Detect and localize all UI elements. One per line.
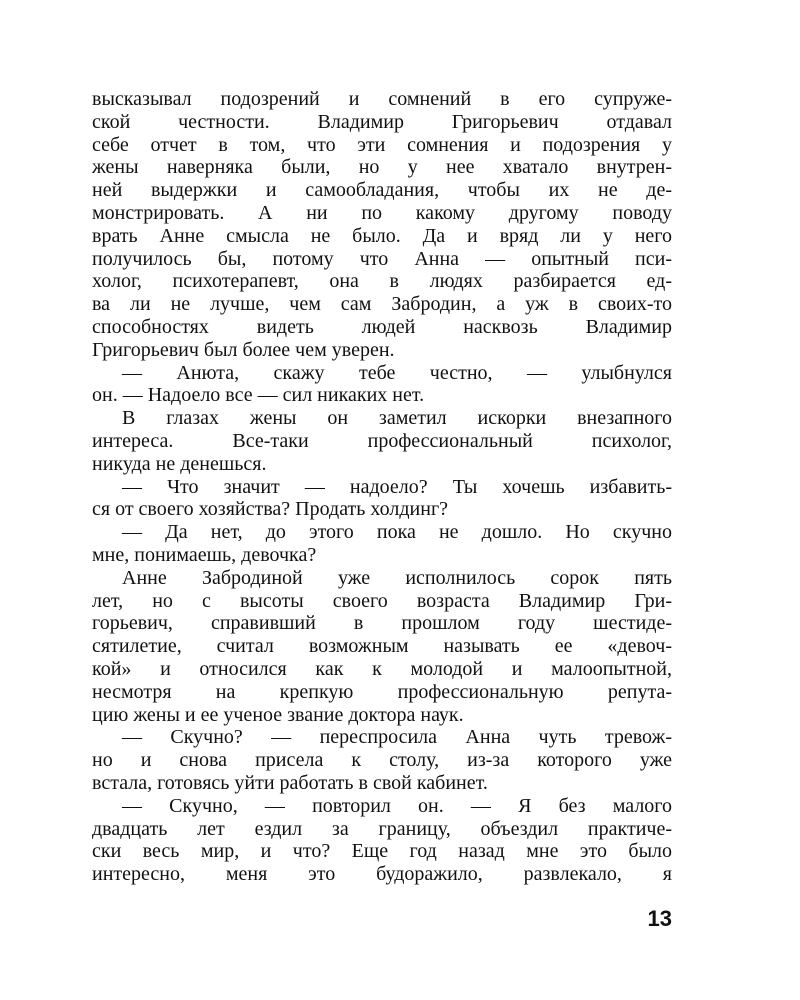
text-line: но и снова присела к столу, из-за которого уже (92, 749, 672, 772)
text-line: В глазах жены он заметил искорки внезапного (122, 407, 672, 430)
text-line: Григорьевич был более чем уверен. (92, 338, 395, 361)
text-line: лет, но с высоты своего возраста Владимир Гри- (92, 589, 672, 612)
text-line: ски весь мир, и что? Еще год назад мне это было (92, 840, 672, 863)
text-line: высказывал подозрений и сомнений в его супруже- (92, 88, 672, 110)
text-line: ской честности. Владимир Григорьевич отдавал (92, 110, 672, 133)
text-line: никуда не денешься. (92, 452, 267, 475)
text-line: — Скучно, — повторил он. — Я без малого (122, 794, 672, 817)
text-line: монстрировать. А ни по какому другому поводу (92, 201, 672, 224)
text-line: себе отчет в том, что эти сомнения и подозрения у (92, 133, 672, 156)
text-line: получилось бы, потому что Анна — опытный пси- (92, 247, 672, 270)
text-line: интересно, меня это будоражило, развлекало, я (92, 863, 672, 886)
text-line: ва ли не лучше, чем сам Забродин, а уж в своих-то (92, 293, 672, 316)
text-line: холог, психотерапевт, она в людях разбирается ед- (92, 270, 672, 293)
text-line: Анне Забродиной уже исполнилось сорок пять (122, 566, 672, 589)
text-line: горьевич, справивший в прошлом году шестиде- (92, 612, 672, 635)
text-line: ся от своего хозяйства? Продать холдинг? (92, 498, 449, 521)
text-line: мне, понимаешь, девочка? (92, 543, 317, 566)
text-line: — Да нет, до этого пока не дошло. Но скучно (122, 521, 672, 544)
text-line: кой» и относился как к молодой и малоопытной, (92, 657, 672, 680)
book-page-text (92, 88, 672, 886)
text-line: жены наверняка были, но у нее хватало внутрен- (92, 156, 672, 179)
text-line: — Анюта, скажу тебе честно, — улыбнулся (122, 361, 672, 384)
page-number: 13 (647, 906, 672, 931)
text-line: двадцать лет ездил за границу, объездил практиче- (92, 817, 672, 840)
text-line: встала, готовясь уйти работать в свой кабинет. (92, 771, 488, 794)
text-line: цию жены и ее ученое звание доктора наук. (92, 703, 464, 726)
text-line: — Скучно? — переспросила Анна чуть тревож- (122, 726, 672, 749)
text-line: сятилетие, считал возможным называть ее «девоч- (92, 635, 672, 658)
text-line: врать Анне смысла не было. Да и вряд ли у него (92, 224, 672, 247)
text-line: способностях видеть людей насквозь Владимир (92, 315, 672, 338)
text-line: ней выдержки и самообладания, чтобы их не де- (92, 179, 672, 202)
text-line: он. — Надоело все — сил никаких нет. (92, 384, 425, 407)
text-line: несмотря на крепкую профессиональную репута- (92, 680, 672, 703)
text-line: интереса. Все-таки профессиональный психолог, (92, 429, 672, 452)
text-line: — Что значит — надоело? Ты хочешь избавить- (122, 475, 672, 498)
